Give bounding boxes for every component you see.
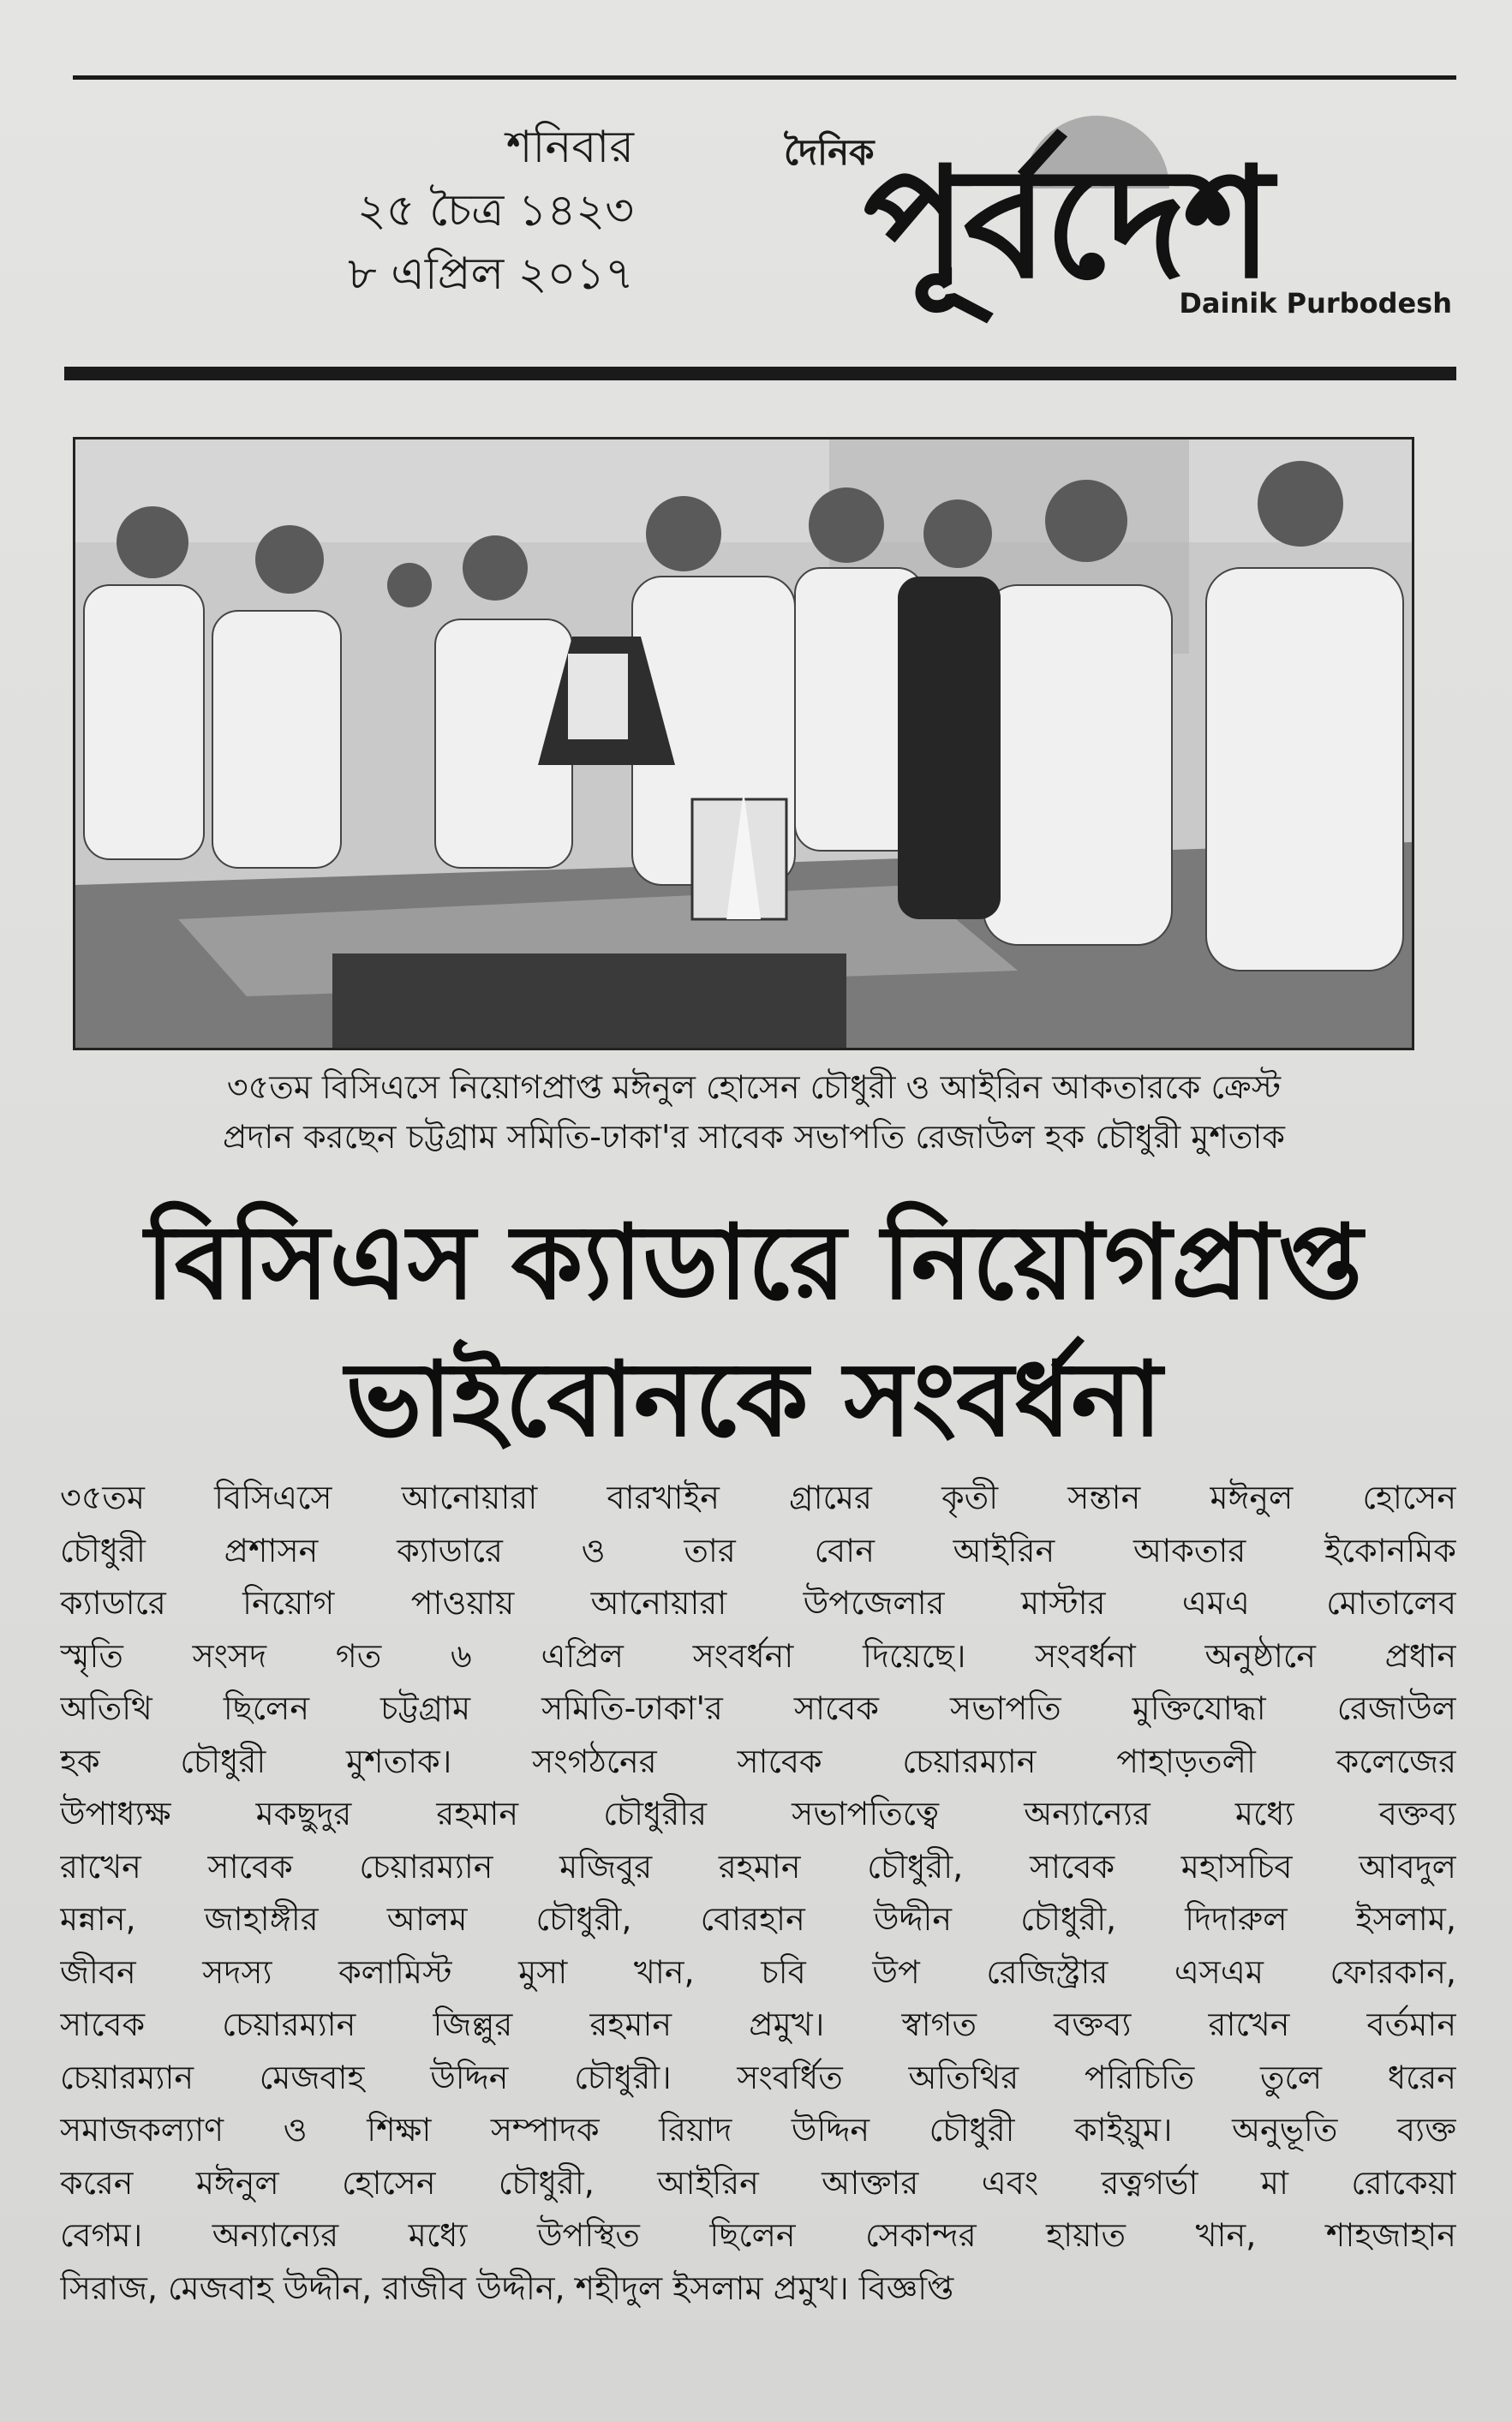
- caption-line: প্রদান করছেন চট্টগ্রাম সমিতি-ঢাকা'র সাবেক সভাপতি রেজাউল হক চৌধুরী মুশতাক: [222, 1118, 1285, 1156]
- body-line: ৩৫তম বিসিএসে আনোয়ারা বারখাইন গ্রামের কৃতী সন্তান মঈনুল হোসেন: [60, 1479, 1456, 1516]
- article-body: [60, 1472, 1456, 2315]
- body-line: স্মৃতি সংসদ গত ৬ এপ্রিল সংবর্ধনা দিয়েছে। সংবর্ধনা অনুষ্ঠানে প্রধান: [60, 1636, 1456, 1675]
- body-line: ক্যাডারে নিয়োগ পাওয়ায় আনোয়ারা উপজেলার মাস্টার এমএ মোতালেব: [60, 1584, 1456, 1622]
- masthead-top-rule: [73, 75, 1456, 80]
- caption-line: ৩৫তম বিসিএসে নিয়োগপ্রাপ্ত মঈনুল হোসেন চৌধুরী ও আইরিন আকতারকে ক্রেস্ট: [226, 1068, 1282, 1106]
- dainik-label: দৈনিক: [784, 131, 875, 173]
- bengali-date: ২৫ চৈত্র ১৪২৩: [356, 185, 634, 236]
- headline-line-2: ভাইবোনকে সংবর্ধনা: [345, 1341, 1162, 1460]
- body-line: অতিথি ছিলেন চট্টগ্রাম সমিতি-ঢাকা'র সাবেক সভাপতি মুক্তিযোদ্ধা রেজাউল: [60, 1689, 1456, 1727]
- date-block: [283, 116, 634, 306]
- body-line: সিরাজ, মেজবাহ উদ্দীন, রাজীব উদ্দীন, শহীদুল ইসলাম প্রমুখ। বিজ্ঞপ্তি: [60, 2269, 954, 2307]
- masthead-logo: [672, 103, 1461, 343]
- body-line: সাবেক চেয়ারম্যান জিল্লুর রহমান প্রমুখ। স্বাগত বক্তব্য রাখেন বর্তমান: [60, 2006, 1456, 2043]
- photo-caption: [69, 1062, 1439, 1162]
- body-line: রাখেন সাবেক চেয়ারম্যান মজিবুর রহমান চৌধুরী, সাবেক মহাসচিব আবদুল: [60, 1847, 1456, 1886]
- masthead-bottom-rule: [64, 367, 1456, 380]
- body-line: করেন মঈনুল হোসেন চৌধুরী, আইরিন আক্তার এবং রত্নগর্ভা মা রোকেয়া: [60, 2163, 1456, 2202]
- body-line: চৌধুরী প্রশাসন ক্যাডারে ও তার বোন আইরিন আকতার ইকোনমিক: [60, 1531, 1456, 1569]
- body-line: চেয়ারম্যান মেজবাহ উদ্দিন চৌধুরী। সংবর্ধিত অতিথির পরিচিতি তুলে ধরেন: [60, 2058, 1456, 2096]
- headline-line-1: বিসিএস ক্যাডারে নিয়োগপ্রাপ্ত: [145, 1204, 1363, 1323]
- body-line: সমাজকল্যাণ ও শিক্ষা সম্পাদক রিয়াদ উদ্দিন চৌধুরী কাইয়ুম। অনুভূতি ব্যক্ত: [60, 2111, 1456, 2149]
- body-line: বেগম। অন্যান্যের মধ্যে উপস্থিত ছিলেন সেকান্দর হায়াত খান, শাহজাহান: [60, 2216, 1456, 2254]
- body-line: মন্নান, জাহাঙ্গীর আলম চৌধুরী, বোরহান উদ্দীন চৌধুরী, দিদারুল ইসলাম,: [60, 1900, 1456, 1938]
- headline: [60, 1195, 1448, 1469]
- newspaper-name: পূর্বদেশ: [863, 133, 1270, 312]
- body-line: উপাধ্যক্ষ মকছুদুর রহমান চৌধুরীর সভাপতিত্বে অন্যান্যের মধ্যে বক্তব্য: [60, 1795, 1456, 1832]
- day-label: শনিবার: [505, 122, 634, 173]
- english-date: ৮ এপ্রিল ২০১৭: [348, 248, 634, 300]
- news-photo: [73, 437, 1414, 1050]
- body-line: হক চৌধুরী মুশতাক। সংগঠনের সাবেক চেয়ারম্যান পাহাড়তলী কলেজের: [60, 1742, 1456, 1780]
- body-line: জীবন সদস্য কলামিস্ট মুসা খান, চবি উপ রেজিস্ট্রার এসএম ফোরকান,: [60, 1952, 1456, 1991]
- newspaper-name-english: Dainik Purbodesh: [1179, 287, 1452, 320]
